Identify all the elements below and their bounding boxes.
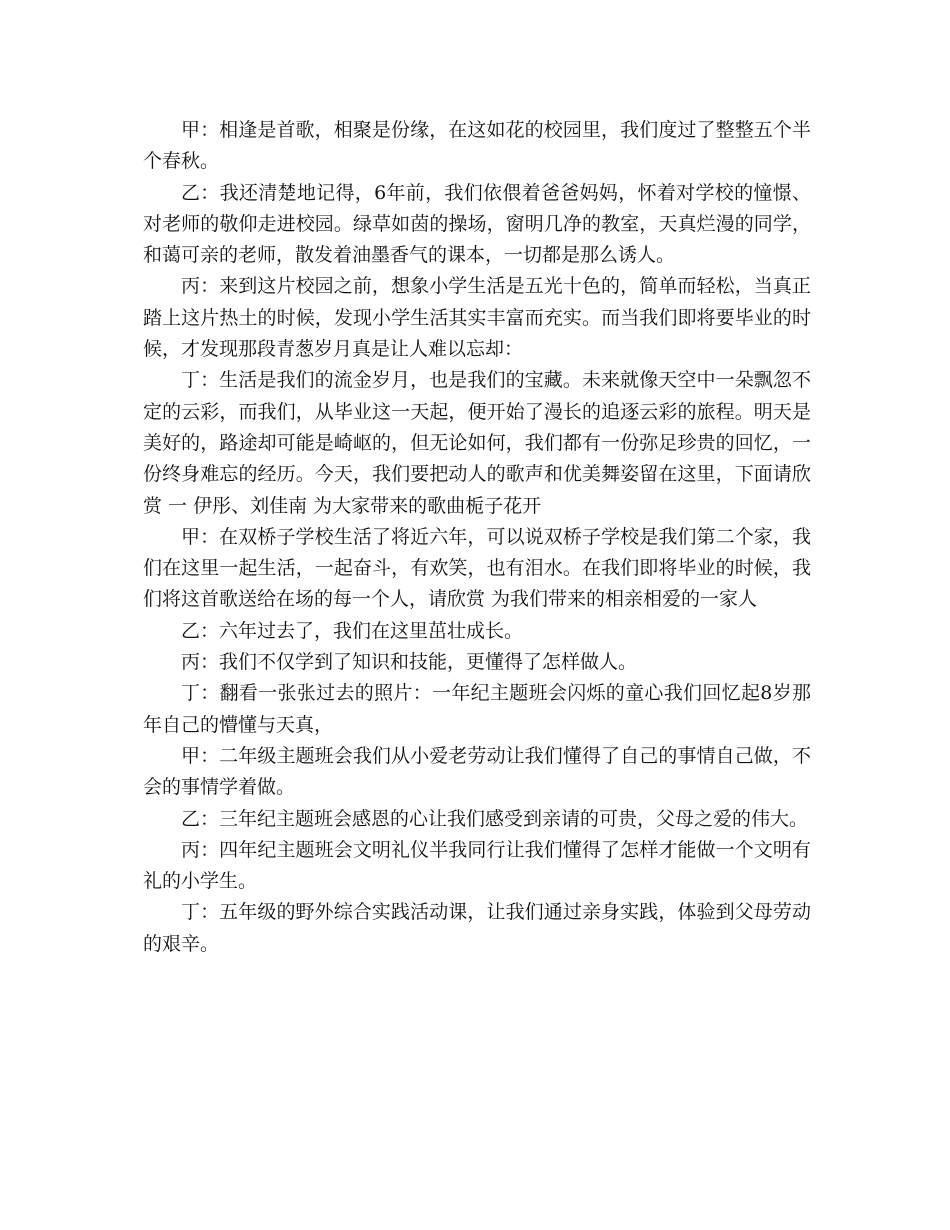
paragraph: 丙：四年纪主题班会文明礼仪半我同行让我们懂得了怎样才能做一个文明有礼的小学生。 [143, 838, 811, 893]
paragraph: 丁：五年级的野外综合实践活动课，让我们通过亲身实践，体验到父母劳动的艰辛。 [143, 901, 811, 955]
paragraph: 丙：我们不仅学到了知识和技能，更懂得了怎样做人。 [181, 651, 638, 674]
document-body [143, 115, 811, 960]
paragraph: 丁：生活是我们的流金岁月，也是我们的宝藏。未来就像天空中一朵飘忽不定的云彩，而我们，从毕业这一天起，便开始了漫长的追逐云彩的旅程。明天是美好的，路途却可能是崎岖的，但无论如何，我们都有一份弥足珍贵的回忆，一份终身难忘的经历。今天，我们要把动人的歌声和优美舞姿留在这里，下面请欣赏 一 伊彤、刘佳南 为大家带来的歌曲栀子花开 [143, 369, 811, 517]
paragraph: 甲：相逢是首歌，相聚是份缘，在这如花的校园里，我们度过了整整五个半个春秋。 [143, 119, 811, 173]
paragraph: 甲：二年级主题班会我们从小爱老劳动让我们懂得了自己的事情自己做，不会的事情学着做。 [143, 744, 811, 799]
paragraph: 丁：翻看一张张过去的照片：一年纪主题班会闪烁的童心我们回忆起8岁那年自己的懵懂与天真， [143, 682, 811, 736]
paragraph: 丙：来到这片校园之前，想象小学生活是五光十色的，简单而轻松，当真正踏上这片热土的时候，发现小学生活其实丰富而充实。而当我们即将要毕业的时候，才发现那段青葱岁月真是让人难以忘却： [143, 275, 811, 361]
paragraph: 甲：在双桥子学校生活了将近六年，可以说双桥子学校是我们第二个家，我们在这里一起生活，一起奋斗，有欢笑，也有泪水。在我们即将毕业的时候，我们将这首歌送给在场的每一个人，请欣赏 为我们带来的相亲相爱的一家人 [143, 525, 811, 611]
paragraph: 乙：我还清楚地记得，6年前，我们依偎着爸爸妈妈，怀着对学校的憧憬、对老师的敬仰走进校园。绿草如茵的操场，窗明几净的教室，天真烂漫的同学，和蔼可亲的老师，散发着油墨香气的课本，一切都是那么诱人。 [143, 181, 811, 267]
paragraph: 乙：六年过去了，我们在这里茁壮成长。 [181, 619, 524, 642]
paragraph: 乙：三年纪主题班会感恩的心让我们感受到亲请的可贵，父母之爱的伟大。 [181, 807, 809, 830]
